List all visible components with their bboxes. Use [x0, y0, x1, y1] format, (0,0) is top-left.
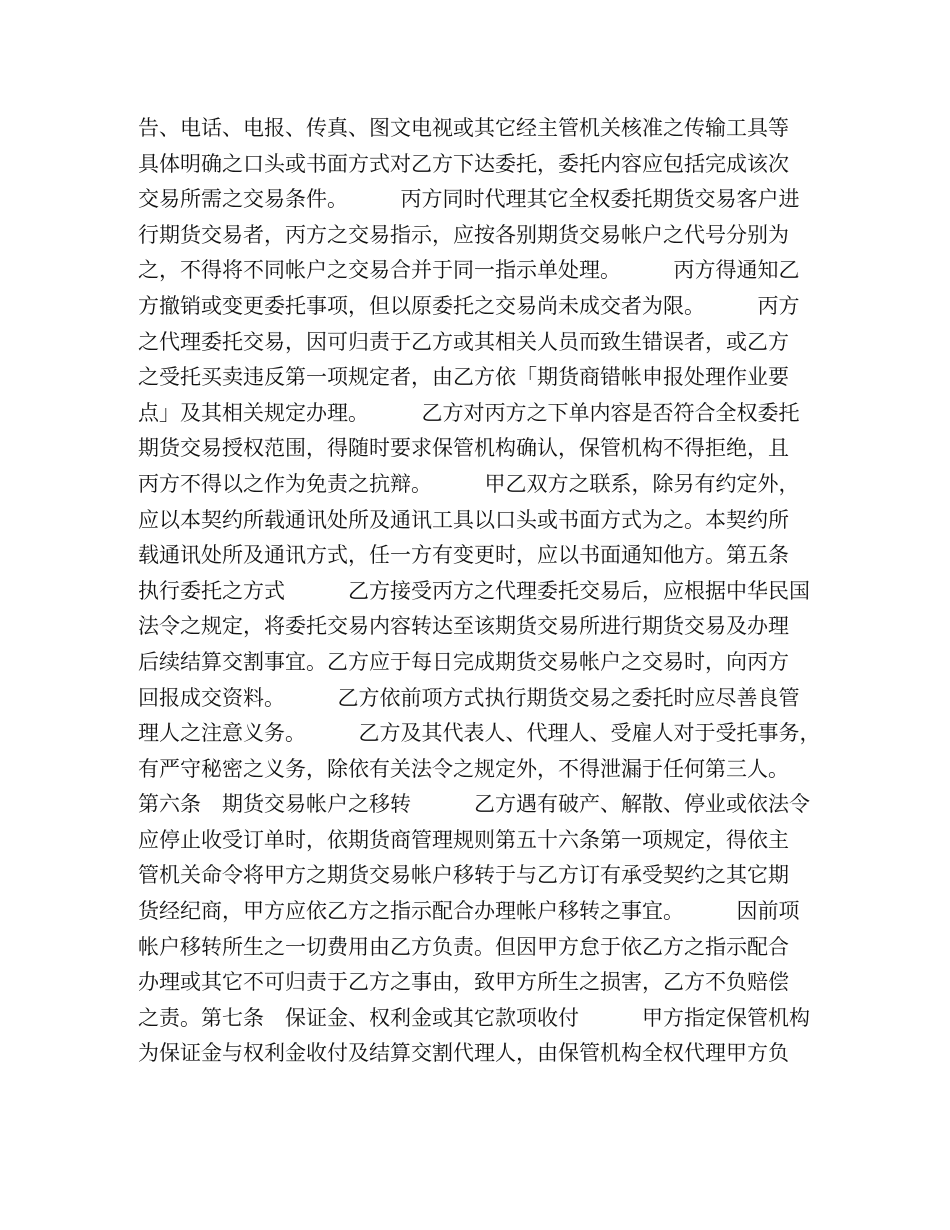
body-text	[138, 111, 828, 1072]
text-line: 之受托买卖违反第一项规定者，由乙方依「期货商错帐申报处理作业要	[138, 365, 789, 390]
text-line: 行期货交易者，丙方之交易指示，应按各别期货交易帐户之代号分别为	[138, 222, 789, 247]
text-line: 为保证金与权利金收付及结算交割代理人，由保管机构全权代理甲方负	[138, 1041, 789, 1066]
text-line: 之代理委托交易，因可归责于乙方或其相关人员而致生错误者，或乙方	[138, 329, 789, 354]
text-line: 货经纪商，甲方应依乙方之指示配合办理帐户移转之事宜。 因前项	[138, 899, 800, 924]
text-line: 办理或其它不可归责于乙方之事由，致甲方所生之损害，乙方不负赔偿	[138, 970, 789, 995]
text-line: 后续结算交割事宜。乙方应于每日完成期货交易帐户之交易时，向丙方	[138, 649, 789, 674]
text-line: 交易所需之交易条件。 丙方同时代理其它全权委托期货交易客户进	[138, 187, 800, 212]
text-line: 回报成交资料。 乙方依前项方式执行期货交易之委托时应尽善良管	[138, 685, 800, 710]
text-line: 之责。第七条 保证金、权利金或其它款项收付 甲方指定保管机构	[138, 1005, 810, 1030]
text-line: 应以本契约所载通讯处所及通讯工具以口头或书面方式为之。本契约所	[138, 507, 789, 532]
text-line: 应停止收受订单时，依期货商管理规则第五十六条第一项规定，得依主	[138, 827, 789, 852]
text-line: 丙方不得以之作为免责之抗辩。 甲乙双方之联系，除另有约定外，	[138, 471, 800, 496]
text-line: 帐户移转所生之一切费用由乙方负责。但因甲方怠于依乙方之指示配合	[138, 934, 789, 959]
text-line: 管机关命令将甲方之期货交易帐户移转于与乙方订有承受契约之其它期	[138, 863, 789, 888]
text-line: 告、电话、电报、传真、图文电视或其它经主管机关核准之传输工具等	[138, 116, 789, 140]
text-line: 具体明确之口头或书面方式对乙方下达委托，委托内容应包括完成该次	[138, 151, 789, 176]
text-line: 期货交易授权范围，得随时要求保管机构确认，保管机构不得拒绝，且	[138, 436, 789, 461]
text-line: 载通讯处所及通讯方式，任一方有变更时，应以书面通知他方。第五条	[138, 543, 789, 568]
text-line: 点」及其相关规定办理。 乙方对丙方之下单内容是否符合全权委托	[138, 400, 800, 425]
text-line: 执行委托之方式 乙方接受丙方之代理委托交易后，应根据中华民国	[138, 578, 810, 603]
text-line: 第六条 期货交易帐户之移转 乙方遇有破产、解散、停业或依法令	[138, 792, 810, 817]
text-line: 方撤销或变更委托事项，但以原委托之交易尚未成交者为限。 丙方	[138, 293, 800, 318]
text-line: 法令之规定，将委托交易内容转达至该期货交易所进行期货交易及办理	[138, 614, 789, 639]
text-line: 有严守秘密之义务，除依有关法令之规定外，不得泄漏于任何第三人。	[138, 756, 789, 781]
text-line: 理人之注意义务。 乙方及其代表人、代理人、受雇人对于受托事务，	[138, 721, 821, 746]
text-line: 之，不得将不同帐户之交易合并于同一指示单处理。 丙方得通知乙	[138, 258, 800, 283]
